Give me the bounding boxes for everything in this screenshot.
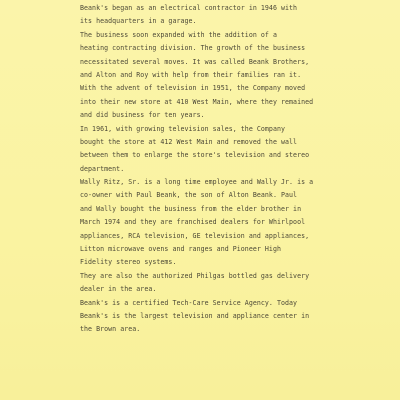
text-line: dealer in the area. bbox=[80, 285, 157, 294]
text-line: The business soon expanded with the addition of a bbox=[80, 30, 277, 39]
text-line: Beank's began as an electrical contractor in 1946 with bbox=[80, 4, 298, 12]
text-line: Beank's is a certified Tech-Care Service Agency. Today bbox=[80, 298, 298, 307]
text-line: the Brown area. bbox=[80, 325, 141, 334]
text-line: necessitated several moves. It was called Beank Brothers, bbox=[80, 57, 310, 66]
text-line: In 1961, with growing television sales, the Company bbox=[80, 124, 286, 133]
text-line: March 1974 and they are franchised dealers for Whirlpool bbox=[80, 218, 306, 227]
text-line: Wally Ritz, Sr. is a long time employee and Wally Jr. is a bbox=[80, 178, 314, 187]
text-line: and Alton and Roy with help from their families ran it. bbox=[80, 70, 302, 79]
text-line: its headquarters in a garage. bbox=[80, 17, 197, 26]
typed-text-body bbox=[80, 2, 398, 337]
text-line: between them to enlarge the store's television and stereo bbox=[80, 151, 310, 160]
text-line: Fidelity stereo systems. bbox=[80, 258, 177, 267]
text-line: bought the store at 412 West Main and removed the wall bbox=[80, 137, 298, 146]
text-line: Litton microwave ovens and ranges and Pioneer High bbox=[80, 245, 281, 254]
text-line: Beank's is the largest television and appliance center in bbox=[80, 311, 310, 320]
text-line: With the advent of television in 1951, the Company moved bbox=[80, 84, 306, 93]
text-line: co-owner with Paul Beank, the son of Alton Beank. Paul bbox=[80, 191, 298, 200]
text-line: and did business for ten years. bbox=[80, 111, 205, 120]
text-line: into their new store at 410 West Main, where they remained bbox=[80, 97, 314, 106]
text-line: They are also the authorized Philgas bottled gas delivery bbox=[80, 271, 310, 280]
text-line: and Wally bought the business from the elder brother in bbox=[80, 204, 302, 213]
text-line: department. bbox=[80, 164, 125, 173]
text-line: appliances, RCA television, GE television and appliances, bbox=[80, 231, 310, 240]
text-line: heating contracting division. The growth of the business bbox=[80, 44, 306, 53]
